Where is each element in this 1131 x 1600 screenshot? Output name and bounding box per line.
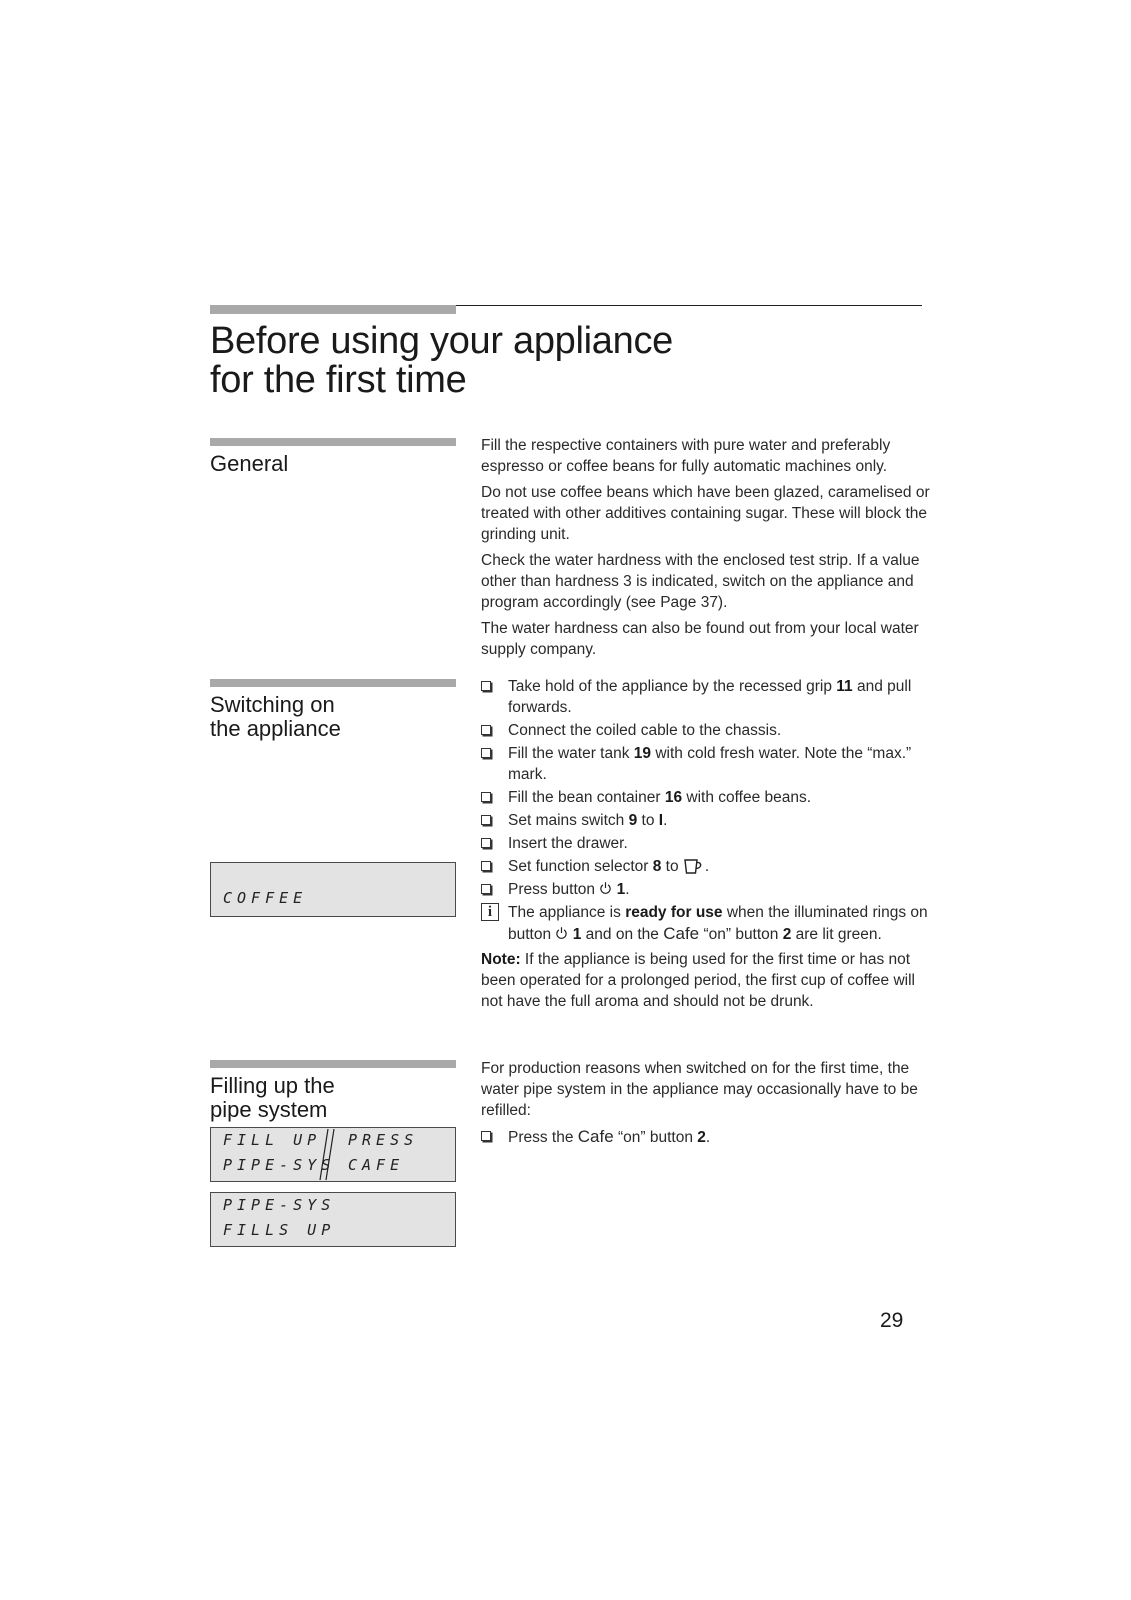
step-text: to	[637, 812, 659, 829]
title-accent-bar	[210, 305, 456, 314]
general-paragraph-1: Fill the respective containers with pure water and preferably espresso or coffee beans for fully automatic machines only.	[481, 437, 891, 475]
info-text: and on the	[581, 926, 664, 943]
step-text: Connect the coiled cable to the chassis.	[508, 722, 782, 739]
filling-steps-list	[481, 1126, 931, 1148]
list-item	[481, 879, 931, 900]
info-text: when the illuminated rings on button	[508, 904, 928, 943]
step-text: .	[704, 858, 710, 875]
cafe-button-label: Cafe	[663, 924, 700, 943]
display-line: FILLS UP	[223, 1221, 336, 1239]
cup-icon	[683, 857, 705, 875]
checkbox-icon	[481, 884, 491, 894]
step-text: Take hold of the appliance by the recessed grip	[508, 678, 837, 695]
list-item	[481, 1126, 931, 1148]
list-item	[481, 833, 931, 854]
step-text: Fill the bean container	[508, 789, 665, 806]
info-text: “on” button	[699, 926, 783, 943]
info-text: The appliance is	[508, 904, 626, 921]
list-item	[481, 810, 931, 831]
step-text: and pull forwards.	[508, 678, 912, 716]
switching-heading-line-2: the appliance	[210, 716, 341, 741]
step-reference-number: 1	[616, 881, 626, 898]
switching-body	[481, 676, 931, 1017]
display-coffee-text: COFFEE	[223, 889, 308, 907]
info-emphasis: ready for use	[625, 904, 723, 921]
checkbox-icon	[481, 792, 491, 802]
list-item	[481, 676, 931, 718]
page-title-line-2: for the first time	[210, 359, 467, 401]
info-reference-number: 2	[782, 926, 792, 943]
step-reference-number: 9	[628, 812, 638, 829]
checkbox-icon	[481, 1131, 491, 1141]
info-text: are lit green.	[791, 926, 882, 943]
page-title	[210, 322, 673, 400]
info-icon: i	[481, 903, 499, 921]
display-pipe-sys-fills-up	[210, 1192, 456, 1247]
step-text: Insert the drawer.	[508, 835, 628, 852]
page-number: 29	[880, 1309, 904, 1332]
step-reference-number: 8	[652, 858, 662, 875]
general-heading: General	[210, 451, 289, 476]
general-paragraph-3: Check the water hardness with the enclosed test strip. If a value other than hardness 3 is indicated, switch on the appliance and program accordingly (see Page 37).	[481, 552, 920, 611]
list-item	[481, 743, 931, 785]
display-line: CAFE	[348, 1156, 405, 1174]
note-label: Note:	[481, 951, 521, 968]
power-icon	[599, 881, 612, 895]
step-text: Press the	[508, 1129, 578, 1146]
step-text: Press button	[508, 881, 600, 898]
step-reference-number: 2	[697, 1129, 706, 1146]
switching-heading	[210, 693, 341, 741]
double-slash-icon	[319, 1128, 335, 1181]
switching-steps-list	[481, 676, 931, 900]
step-text: with cold fresh water. Note the “max.” mark.	[508, 745, 912, 783]
general-body	[481, 435, 931, 665]
checkbox-icon	[481, 748, 491, 758]
general-paragraph-2: Do not use coffee beans which have been glazed, caramelised or treated with other additives containing sugar. These will block the grinding unit.	[481, 484, 930, 543]
step-text: .	[625, 881, 630, 898]
step-text: Fill the water tank	[508, 745, 634, 762]
cafe-button-label: Cafe	[577, 1127, 614, 1146]
step-text: Set function selector	[508, 858, 653, 875]
display-fill-up-pipe-sys	[210, 1127, 456, 1182]
list-item	[481, 720, 931, 741]
filling-section-bar	[210, 1060, 456, 1068]
checkbox-icon	[481, 838, 491, 848]
list-item	[481, 787, 931, 808]
step-reference-number: 11	[836, 678, 853, 695]
switch-position: I	[658, 812, 664, 829]
display-line: PRESS	[348, 1131, 419, 1149]
step-reference-number: 16	[664, 789, 683, 806]
info-reference-number: 1	[572, 926, 582, 943]
step-text: to	[661, 858, 683, 875]
general-section-bar	[210, 438, 456, 446]
step-text: Set mains switch	[508, 812, 629, 829]
filling-intro: For production reasons when switched on for the first time, the water pipe system in the appliance may occasionally have to be refilled:	[481, 1060, 918, 1119]
step-text: .	[705, 1129, 711, 1146]
note-text: If the appliance is being used for the first time or has not been operated for a prolonged period, the first cup of coffee will not have the full aroma and should not be drunk.	[481, 951, 915, 1010]
checkbox-icon	[481, 725, 491, 735]
info-note	[481, 902, 931, 945]
display-coffee	[210, 862, 456, 917]
list-item	[481, 856, 931, 877]
checkbox-icon	[481, 815, 491, 825]
step-reference-number: 19	[633, 745, 652, 762]
step-text: with coffee beans.	[682, 789, 812, 806]
step-text: .	[663, 812, 668, 829]
display-line: FILL UP	[223, 1131, 322, 1149]
general-paragraph-4: The water hardness can also be found out from your local water supply company.	[481, 620, 919, 658]
page-title-line-1: Before using your appliance	[210, 320, 673, 362]
switching-section-bar	[210, 679, 456, 687]
title-rule	[456, 305, 922, 306]
display-line: PIPE-SYS	[223, 1196, 336, 1214]
filling-heading-line-1: Filling up the	[210, 1073, 335, 1098]
power-icon	[555, 926, 568, 940]
checkbox-icon	[481, 861, 491, 871]
note-paragraph	[481, 949, 931, 1012]
filling-heading-line-2: pipe system	[210, 1097, 328, 1122]
switching-heading-line-1: Switching on	[210, 692, 335, 717]
display-line: PIPE-SYS	[223, 1156, 336, 1174]
filling-body	[481, 1058, 931, 1150]
step-text: “on” button	[613, 1129, 698, 1146]
checkbox-icon	[481, 681, 491, 691]
filling-heading	[210, 1074, 335, 1122]
